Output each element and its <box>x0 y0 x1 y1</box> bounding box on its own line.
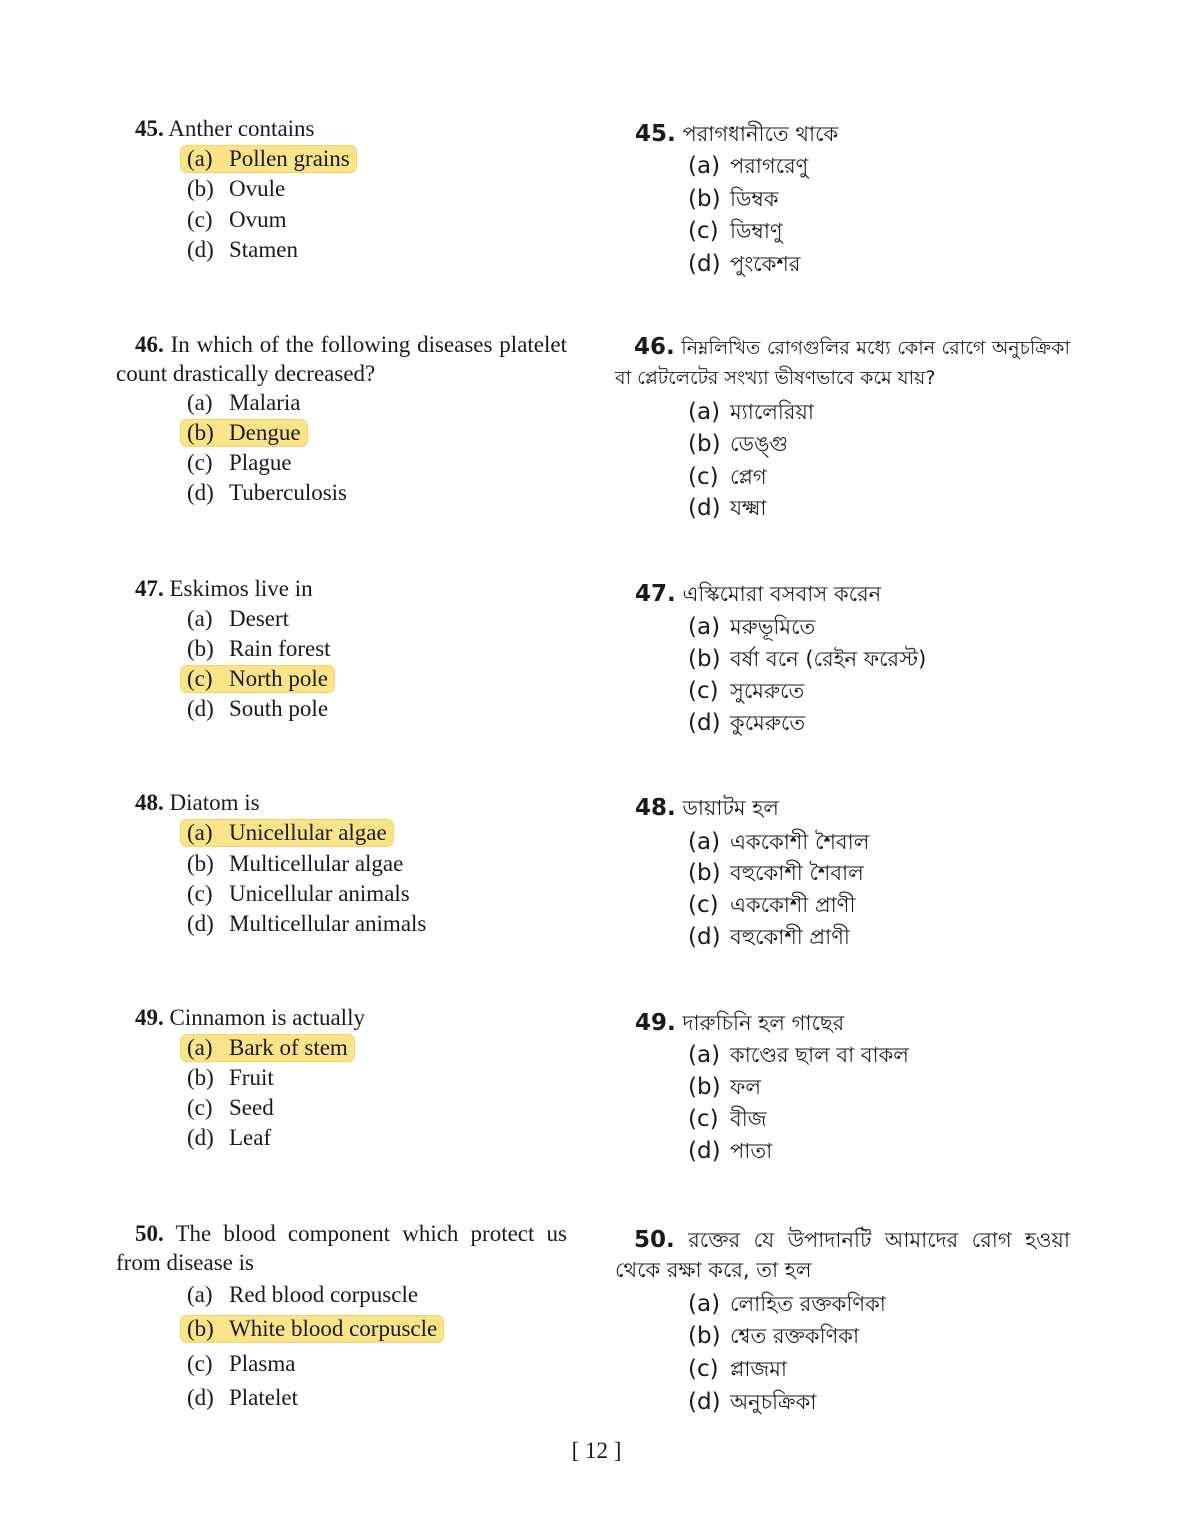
option-d: (d) পাতা <box>688 1138 773 1164</box>
option-a: (a) Unicellular algae <box>181 820 393 846</box>
question-title <box>635 1007 844 1042</box>
option-a: (a) Malaria <box>187 390 301 415</box>
option-a: (a) কাণ্ডের ছাল বা বাকল <box>688 1042 909 1068</box>
question-number: 45. <box>135 116 164 141</box>
option-c: (c) বীজ <box>688 1106 767 1132</box>
question-title <box>635 792 779 827</box>
question-text: Eskimos live in <box>169 576 313 601</box>
option-c: (c) Seed <box>187 1095 274 1120</box>
option-a: (a) লোহিত রক্তকণিকা <box>688 1291 886 1317</box>
question-title <box>135 116 315 142</box>
question-number: 46. <box>634 334 675 360</box>
option-a: (a) Bark of stem <box>181 1035 354 1061</box>
option-c: (c) প্লাজমা <box>688 1356 787 1382</box>
option-c: (c) ডিম্বাণু <box>688 218 783 244</box>
option-a: (a) ম্যালেরিয়া <box>688 399 814 425</box>
option-d: (d) South pole <box>187 696 329 721</box>
option-a: (a) Pollen grains <box>181 146 356 172</box>
option-b: (b) ডেঙ্গু <box>688 431 789 457</box>
option-b: (b) White blood corpuscle <box>181 1316 443 1342</box>
option-d: (d) Leaf <box>187 1125 272 1150</box>
question-number: 45. <box>635 121 676 147</box>
option-b: (b) বর্ষা বনে (রেইন ফরেস্ট) <box>688 646 927 672</box>
question-text: The blood component which protect us from disease is <box>116 1221 567 1275</box>
option-d: (d) কুমেরুতে <box>688 710 806 736</box>
option-a: (a) এককোশী শৈবাল <box>688 829 870 855</box>
question-title <box>635 578 881 613</box>
option-b: (b) Multicellular algae <box>187 851 404 876</box>
option-c: (c) এককোশী প্রাণী <box>688 892 856 918</box>
question-text: ডায়াটম হল <box>682 796 779 820</box>
option-a: (a) পরাগরেণু <box>688 153 809 179</box>
question-title <box>615 332 1070 393</box>
option-c: (c) সুমেরুতে <box>688 678 805 704</box>
option-c: (c) Plague <box>187 450 292 475</box>
question-text: In which of the following diseases platelet count drastically decreased? <box>116 332 567 386</box>
question-text: রক্তের যে উপাদানটি আমাদের রোগ হওয়া থেকে রক্ষা করে, তা হল <box>615 1228 1070 1282</box>
question-number: 48. <box>135 790 164 815</box>
page-number: [ 12 ] <box>571 1438 622 1463</box>
option-c: (c) প্লেগ <box>688 464 767 490</box>
option-d: (d) বহুকোশী প্রাণী <box>688 924 850 950</box>
question-title <box>135 576 313 602</box>
option-d: (d) Platelet <box>187 1385 298 1410</box>
option-d: (d) Tuberculosis <box>187 480 347 505</box>
option-b: (b) ফল <box>688 1074 761 1100</box>
question-title <box>116 1219 567 1277</box>
question-number: 50. <box>135 1221 164 1246</box>
option-d: (d) Stamen <box>187 237 298 262</box>
option-c: (c) North pole <box>181 666 334 692</box>
option-d: (d) পুংকেশর <box>688 251 801 277</box>
question-title <box>615 1225 1070 1285</box>
option-b: (b) বহুকোশী শৈবাল <box>688 860 864 886</box>
question-title <box>135 790 260 816</box>
option-a: (a) Red blood corpuscle <box>187 1282 419 1307</box>
question-title <box>116 330 567 388</box>
option-c: (c) Ovum <box>187 207 287 232</box>
question-text: পরাগধানীতে থাকে <box>682 122 839 146</box>
question-text: নিম্নলিখিত রোগগুলির মধ্যে কোন রোগে অনুচক্রিকা বা প্লেটলেটের সংখ্যা ভীষণভাবে কমে যায়? <box>615 337 1070 389</box>
question-text: Diatom is <box>169 790 260 815</box>
question-text: দারুচিনি হল গাছের <box>682 1011 845 1035</box>
option-d: (d) অনুচক্রিকা <box>688 1389 817 1415</box>
option-b: (b) Rain forest <box>187 636 331 661</box>
question-number: 49. <box>635 1010 676 1036</box>
question-text: Cinnamon is actually <box>169 1005 365 1030</box>
option-d: (d) Multicellular animals <box>187 911 427 936</box>
option-a: (a) মরুভূমিতে <box>688 614 816 640</box>
question-number: 46. <box>135 332 164 357</box>
question-title <box>135 1005 365 1031</box>
option-b: (b) শ্বেত রক্তকণিকা <box>688 1323 860 1349</box>
option-c: (c) Plasma <box>187 1351 296 1376</box>
question-text: Anther contains <box>168 116 315 141</box>
option-d: (d) যক্ষ্মা <box>688 495 767 521</box>
question-number: 49. <box>135 1005 164 1030</box>
option-a: (a) Desert <box>187 606 290 631</box>
question-number: 48. <box>635 795 676 821</box>
option-c: (c) Unicellular animals <box>187 881 410 906</box>
option-b: (b) Ovule <box>187 176 286 201</box>
option-b: (b) Fruit <box>187 1065 274 1090</box>
option-b: (b) ডিম্বক <box>688 186 779 212</box>
question-number: 47. <box>635 581 676 607</box>
question-number: 47. <box>135 576 164 601</box>
option-b: (b) Dengue <box>181 420 307 446</box>
question-number: 50. <box>634 1227 675 1253</box>
question-text: এস্কিমোরা বসবাস করেন <box>682 582 882 606</box>
question-title <box>635 118 838 153</box>
